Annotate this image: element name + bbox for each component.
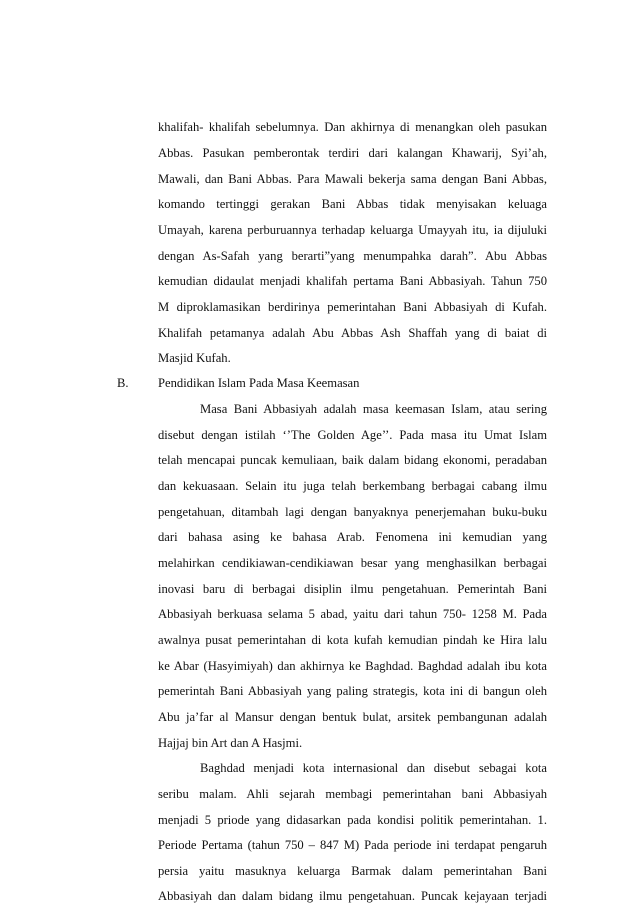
text-line: Periode Pertama (tahun 750 – 847 M) Pada periode ini terdapat pengaruh	[158, 838, 547, 852]
text-line: kemudian didaulat menjadi khalifah pertama Bani Abbasiyah. Tahun 750	[158, 274, 547, 288]
text-line: Mawali, dan Bani Abbas. Para Mawali bekerja sama dengan Bani Abbas,	[158, 172, 547, 186]
text-line: khalifah- khalifah sebelumnya. Dan akhirnya di menangkan oleh pasukan	[158, 120, 547, 134]
text-line: pemerintah Bani Abbasiyah yang paling strategis, kota ini di bangun oleh	[158, 684, 547, 698]
text-line: disebut dengan istilah ‘’The Golden Age’’. Pada masa itu Umat Islam	[158, 428, 547, 442]
text-line: melahirkan cendikiawan-cendikiawan besar yang menghasilkan berbagai	[158, 556, 547, 570]
text-line: Abbasiyah dan dalam bidang ilmu pengetahuan. Puncak kejayaan terjadi	[158, 889, 547, 903]
text-line: dan kekuasaan. Selain itu juga telah berkembang berbagai cabang ilmu	[158, 479, 547, 493]
text-line: Khalifah petamanya adalah Abu Abbas Ash Shaffah yang di baiat di	[158, 326, 547, 340]
text-line: ke Abar (Hasyimiyah) dan akhirnya ke Baghdad. Baghdad adalah ibu kota	[158, 659, 547, 673]
text-line: Hajjaj bin Art dan A Hasjmi.	[158, 736, 303, 750]
text-line: inovasi baru di berbagai disiplin ilmu pengetahuan. Pemerintah Bani	[158, 582, 547, 596]
text-line: dengan As-Safah yang berarti”yang menumpahka darah”. Abu Abbas	[158, 249, 547, 263]
text-line: Masa Bani Abbasiyah adalah masa keemasan Islam, atau sering	[200, 402, 547, 416]
text-line: Abbasiyah berkuasa selama 5 abad, yaitu dari tahun 750- 1258 M. Pada	[158, 607, 547, 621]
text-line: menjadi 5 priode yang didasarkan pada kondisi politik pemerintahan. 1.	[158, 813, 547, 827]
text-line: M diproklamasikan berdirinya pemerintahan Bani Abbasiyah di Kufah.	[158, 300, 547, 314]
text-line: Baghdad menjadi kota internasional dan disebut sebagai kota	[200, 761, 547, 775]
text-line: persia yaitu masuknya keluarga Barmak dalam pemerintahan Bani	[158, 864, 547, 878]
section-heading	[117, 375, 547, 391]
text-line: dari bahasa asing ke bahasa Arab. Fenomena ini kemudian yang	[158, 530, 547, 544]
section-title: Pendidikan Islam Pada Masa Keemasan	[158, 376, 360, 390]
text-line: Abu ja’far al Mansur dengan bentuk bulat, arsitek pembangunan adalah	[158, 710, 547, 724]
text-line: Masjid Kufah.	[158, 351, 231, 365]
text-line: pengetahuan, ditambah lagi dengan banyaknya penerjemahan buku-buku	[158, 505, 547, 519]
section-letter: B.	[117, 376, 129, 390]
text-line: komando tertinggi gerakan Bani Abbas tidak menyisakan keluaga	[158, 197, 547, 211]
text-line: Umayah, karena perburuannya terhadap keluarga Umayyah itu, ia dijuluki	[158, 223, 547, 237]
text-line: Abbas. Pasukan pemberontak terdiri dari kalangan Khawarij, Syi’ah,	[158, 146, 547, 160]
text-line: telah mencapai puncak kemuliaan, baik dalam bidang ekonomi, peradaban	[158, 453, 547, 467]
text-line: awalnya pusat pemerintahan di kota kufah kemudian pindah ke Hira lalu	[158, 633, 547, 647]
text-line: seribu malam. Ahli sejarah membagi pemerintahan bani Abbasiyah	[158, 787, 547, 801]
